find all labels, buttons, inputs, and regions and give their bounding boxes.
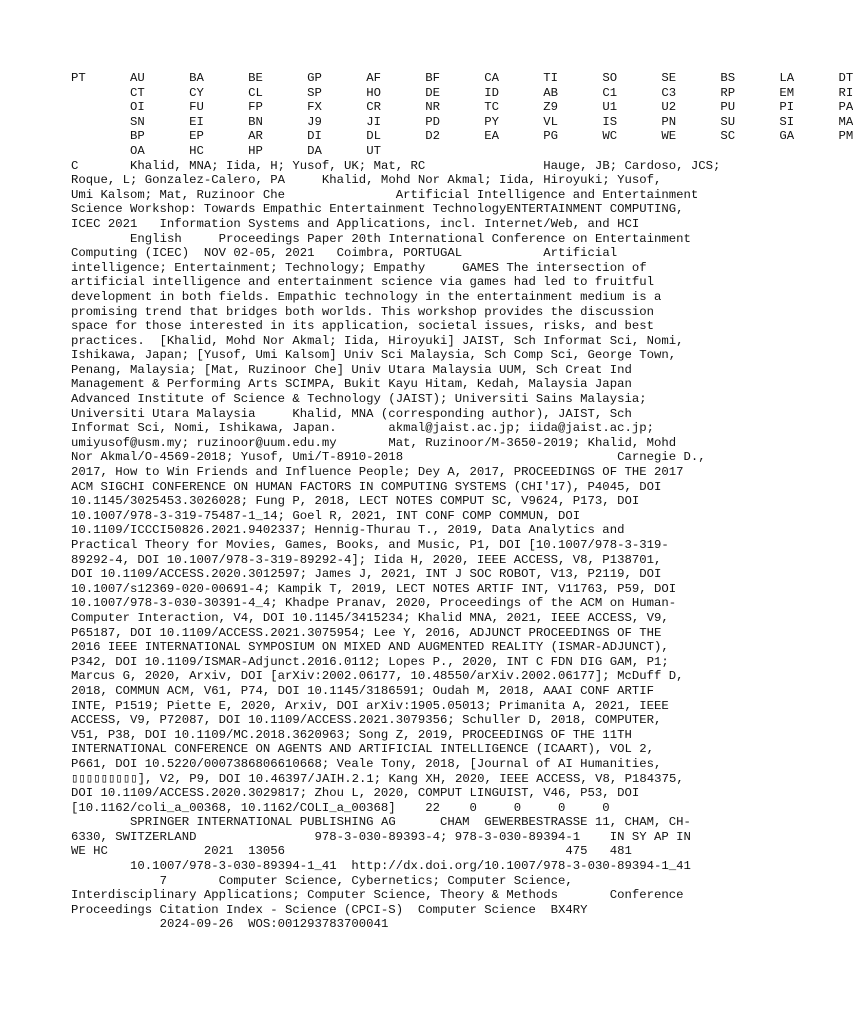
- text-line: Umi Kalsom; Mat, Ruzinoor Che Artificial Intelligence and Entertainment: [71, 187, 699, 202]
- text-line: development in both fields. Empathic technology in the entertainment medium is a: [71, 289, 662, 304]
- text-line: promising trend that bridges both worlds. This workshop provides the discussion: [71, 304, 654, 319]
- text-line: English Proceedings Paper 20th International Conference on Entertainment: [71, 231, 691, 246]
- text-line: Penang, Malaysia; [Mat, Ruzinoor Che] Univ Utara Malaysia UUM, Sch Creat Ind: [71, 362, 632, 377]
- text-line: INTERNATIONAL CONFERENCE ON AGENTS AND ARTIFICIAL INTELLIGENCE (ICAART), VOL 2,: [71, 742, 654, 757]
- text-line: OI FU FP FX CR NR TC Z9 U1 U2 PU PI PA: [71, 100, 853, 115]
- document-text: [71, 71, 853, 932]
- text-line: V51, P38, DOI 10.1109/MC.2018.3620963; Song Z, 2019, PROCEEDINGS OF THE 11TH: [71, 727, 632, 742]
- text-line: OA HC HP DA UT: [71, 143, 381, 158]
- text-line: Nor Akmal/O-4569-2018; Yusof, Umi/T-8910-2018 Carnegie D.,: [71, 450, 706, 465]
- text-line: Universiti Utara Malaysia Khalid, MNA (corresponding author), JAIST, Sch: [71, 406, 632, 421]
- text-line: Advanced Institute of Science & Technology (JAIST); Universiti Sains Malaysia;: [71, 392, 647, 407]
- text-line: umiyusof@usm.my; ruzinoor@uum.edu.my Mat, Ruzinoor/M-3650-2019; Khalid, Mohd: [71, 435, 677, 450]
- text-line: intelligence; Entertainment; Technology; Empathy GAMES The intersection of: [71, 260, 647, 275]
- text-line: 6330, SWITZERLAND 978-3-030-89393-4; 978-3-030-89394-1 IN SY AP IN: [71, 829, 691, 844]
- text-line: artificial intelligence and entertainment science via games had led to fruitful: [71, 275, 654, 290]
- text-line: SN EI BN J9 JI PD PY VL IS PN SU SI MA: [71, 114, 853, 129]
- text-line: Informat Sci, Nomi, Ishikawa, Japan. akmal@jaist.ac.jp; iida@jaist.ac.jp;: [71, 421, 654, 436]
- text-line: SPRINGER INTERNATIONAL PUBLISHING AG CHAM GEWERBESTRASSE 11, CHAM, CH-: [71, 815, 691, 830]
- text-line: Computer Interaction, V4, DOI 10.1145/3415234; Khalid MNA, 2021, IEEE ACCESS, V9,: [71, 610, 669, 625]
- text-line: 10.1007/978-3-319-75487-1_14; Goel R, 2021, INT CONF COMP COMMUN, DOI: [71, 508, 581, 523]
- text-line: space for those interested in its application, societal issues, risks, and best: [71, 319, 654, 334]
- text-line: 10.1007/978-3-030-89394-1_41 http://dx.doi.org/10.1007/978-3-030-89394-1_41: [71, 859, 691, 874]
- text-line: practices. [Khalid, Mohd Nor Akmal; Iida, Hiroyuki] JAIST, Sch Informat Sci, Nomi,: [71, 333, 684, 348]
- text-line: 7 Computer Science, Cybernetics; Computer Science,: [71, 873, 573, 888]
- text-line: ACCESS, V9, P72087, DOI 10.1109/ACCESS.2021.3079356; Schuller D, 2018, COMPUTER,: [71, 713, 662, 728]
- text-line: P65187, DOI 10.1109/ACCESS.2021.3075954; Lee Y, 2016, ADJUNCT PROCEEDINGS OF THE: [71, 625, 662, 640]
- text-line: C Khalid, MNA; Iida, H; Yusof, UK; Mat, RC Hauge, JB; Cardoso, JCS;: [71, 158, 721, 173]
- text-line: 2018, COMMUN ACM, V61, P74, DOI 10.1145/3186591; Oudah M, 2018, AAAI CONF ARTIF: [71, 683, 654, 698]
- text-line: Ishikawa, Japan; [Yusof, Umi Kalsom] Univ Sci Malaysia, Sch Comp Sci, George Town,: [71, 348, 677, 363]
- text-line: CT CY CL SP HO DE ID AB C1 C3 RP EM RI: [71, 85, 853, 100]
- text-line: PT AU BA BE GP AF BF CA TI SO SE BS LA DT: [71, 71, 853, 85]
- text-line: Roque, L; Gonzalez-Calero, PA Khalid, Mohd Nor Akmal; Iida, Hiroyuki; Yusof,: [71, 173, 662, 188]
- text-line: Marcus G, 2020, Arxiv, DOI [arXiv:2002.06177, 10.48550/arXiv.2002.06177]; McDuff D,: [71, 669, 684, 684]
- text-line: WE HC 2021 13056 475 481: [71, 844, 632, 859]
- text-line: P661, DOI 10.5220/0007386806610668; Veale Tony, 2018, [Journal of AI Humanities,: [71, 756, 662, 771]
- text-line: ICEC 2021 Information Systems and Applications, incl. Internet/Web, and HCI: [71, 216, 640, 231]
- text-line: Proceedings Citation Index - Science (CPCI-S) Computer Science BX4RY: [71, 902, 588, 917]
- text-line: 10.1145/3025453.3026028; Fung P, 2018, LECT NOTES COMPUT SC, V9624, P173, DOI: [71, 494, 640, 509]
- text-line: 2024-09-26 WOS:001293783700041: [71, 917, 389, 932]
- text-line: [10.1162/coli_a_00368, 10.1162/COLI_a_00368] 22 0 0 0 0: [71, 800, 610, 815]
- text-line: Practical Theory for Movies, Games, Books, and Music, P1, DOI [10.1007/978-3-319-: [71, 538, 669, 552]
- text-line: Science Workshop: Towards Empathic Entertainment TechnologyENTERTAINMENT COMPUTING,: [71, 202, 684, 217]
- text-line: 10.1007/978-3-030-30391-4_4; Khadpe Pranav, 2020, Proceedings of the ACM on Human-: [71, 596, 677, 611]
- text-line: DOI 10.1109/ACCESS.2020.3012597; James J, 2021, INT J SOC ROBOT, V13, P2119, DOI: [71, 567, 662, 582]
- text-line: 2016 IEEE INTERNATIONAL SYMPOSIUM ON MIXED AND AUGMENTED REALITY (ISMAR-ADJUNCT),: [71, 640, 669, 655]
- text-line: DOI 10.1109/ACCESS.2020.3029817; Zhou L, 2020, COMPUT LINGUIST, V46, P53, DOI: [71, 786, 640, 801]
- text-line: 2017, How to Win Friends and Influence People; Dey A, 2017, PROCEEDINGS OF THE 2017: [71, 465, 684, 480]
- text-line: 10.1109/ICCCI50826.2021.9402337; Hennig-Thurau T., 2019, Data Analytics and: [71, 523, 625, 538]
- text-line: ACM SIGCHI CONFERENCE ON HUMAN FACTORS IN COMPUTING SYSTEMS (CHI'17), P4045, DOI: [71, 479, 662, 494]
- text-line: P342, DOI 10.1109/ISMAR-Adjunct.2016.0112; Lopes P., 2020, INT C FDN DIG GAM, P1;: [71, 654, 669, 669]
- text-line: Interdisciplinary Applications; Computer Science, Theory & Methods Conference: [71, 888, 684, 903]
- text-line: 89292-4, DOI 10.1007/978-3-319-89292-4]; Iida H, 2020, IEEE ACCESS, V8, P138701,: [71, 552, 662, 567]
- text-line: ▯▯▯▯▯▯▯▯▯], V2, P9, DOI 10.46397/JAIH.2.1; Kang XH, 2020, IEEE ACCESS, V8, P184375,: [71, 771, 684, 786]
- text-line: INTE, P1519; Piette E, 2020, Arxiv, DOI arXiv:1905.05013; Primanita A, 2021, IEEE: [71, 698, 669, 713]
- text-line: 10.1007/s12369-020-00691-4; Kampik T, 2019, LECT NOTES ARTIF INT, V11763, P59, DOI: [71, 581, 677, 596]
- text-line: BP EP AR DI DL D2 EA PG WC WE SC GA PM: [71, 129, 853, 144]
- text-line: Computing (ICEC) NOV 02-05, 2021 Coimbra, PORTUGAL Artificial: [71, 246, 618, 261]
- text-line: Management & Performing Arts SCIMPA, Bukit Kayu Hitam, Kedah, Malaysia Japan: [71, 377, 632, 392]
